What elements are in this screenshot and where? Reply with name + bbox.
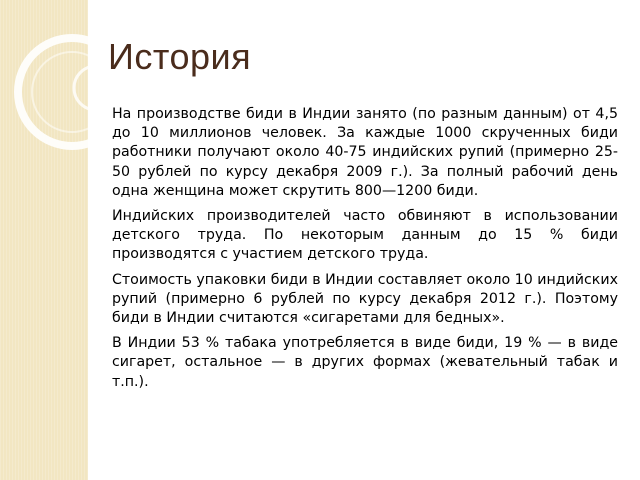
slide-title: История <box>108 36 252 77</box>
slide-body <box>112 105 618 398</box>
paragraph-child-labor: Индийских производителей часто обвиняют в использовании детского труда. По некоторым данным до 15 % биди производятся с участием детского труда. <box>112 208 618 263</box>
paragraph-wages: На производстве биди в Индии занято (по разным данным) от 4,5 до 10 миллионов человек. За каждые 1000 скрученных биди работники получают около 40-75 индийских рупий (примерно 25-50 рублей по курсу декабря 2009 г.). За полный рабочий день одна женщина может скрутить 800—1200 биди. <box>112 106 618 199</box>
decorative-ring-inner <box>32 52 112 132</box>
paragraph-consumption: В Индии 53 % табака употребляется в виде биди, 19 % — в виде сигарет, остальное — в других формах (жевательный табак и т.п.). <box>112 335 618 390</box>
paragraph-price: Стоимость упаковки биди в Индии составляет около 10 индийских рупий (примерно 6 рублей по курсу декабря 2012 г.). Поэтому биди в Индии считаются «сигаретами для бедных». <box>112 271 618 327</box>
